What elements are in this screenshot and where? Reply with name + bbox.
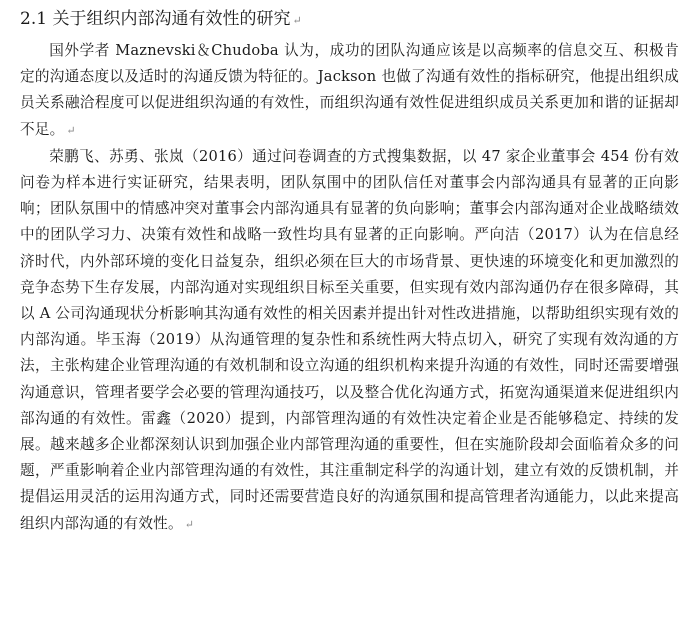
paragraph-foreign-scholars <box>20 38 679 144</box>
paragraph-mark-icon: ↵ <box>292 14 302 27</box>
section-heading <box>20 6 679 34</box>
paragraph-mark-icon: ↵ <box>66 123 76 137</box>
paragraph-text: 国外学者 Maznevski＆Chudoba 认为，成功的团队沟通应该是以高频率的信息交互、积极肯定的沟通态度以及适时的沟通反馈为特征的。Jackson 也做了沟通有效性的指标研究，他提出组织成员关系融洽程度可以促进组织沟通的有效性，而组织沟通有效性促进组织成员关系更加和谐的证据却不足。 <box>20 42 679 138</box>
section-heading-text: 2.1 关于组织内部沟通有效性的研究 <box>20 9 291 29</box>
paragraph-domestic-scholars <box>20 144 679 538</box>
paragraph-mark-icon: ↵ <box>184 517 195 531</box>
paragraph-text: 荣鹏飞、苏勇、张岚（2016）通过问卷调查的方式搜集数据，以 47 家企业董事会 454 份有效问卷为样本进行实证研究，结果表明，团队氛围中的团队信任对董事会内部沟通具有显著的正向影响；团队氛围中的情感冲突对董事会内部沟通具有显著的负向影响；董事会内部沟通对企业战略绩效中的团队学习力、决策有效性和战略一致性均具有显著的正向影响。严向洁（2017）认为在信息经济时代，内外部环境的变化日益复杂，组织必须在巨大的市场背景、更快速的环境变化和更加激烈的竞争态势下生存发展，内部沟通对实现组织目标至关重要，但实现有效内部沟通仍存在很多障碍，其以 A 公司沟通现状分析影响其沟通有效性的相关因素并提出针对性改进措施，以帮助组织实现有效的内部沟通。毕玉海（2019）从沟通管理的复杂性和系统性两大特点切入，研究了实现有效沟通的方法，主张构建企业管理沟通的有效机制和设立沟通的组织机构来提升沟通的有效性，同时还需要增强沟通意识，管理者要学会必要的管理沟通技巧，以及整合优化沟通方式，拓宽沟通渠道来促进组织内部沟通的有效性。雷鑫（2020）提到，内部管理沟通的有效性决定着企业是否能够稳定、持续的发展。越来越多企业都深刻认识到加强企业内部管理沟通的重要性，但在实施阶段却会面临着众多的问题，严重影响着企业内部管理沟通的有效性，其注重制定科学的沟通计划，建立有效的反馈机制，并提倡运用灵活的运用沟通方式，同时还需要营造良好的沟通氛围和提高管理者沟通能力，以此来提高组织内部沟通的有效性。 <box>20 147 679 532</box>
